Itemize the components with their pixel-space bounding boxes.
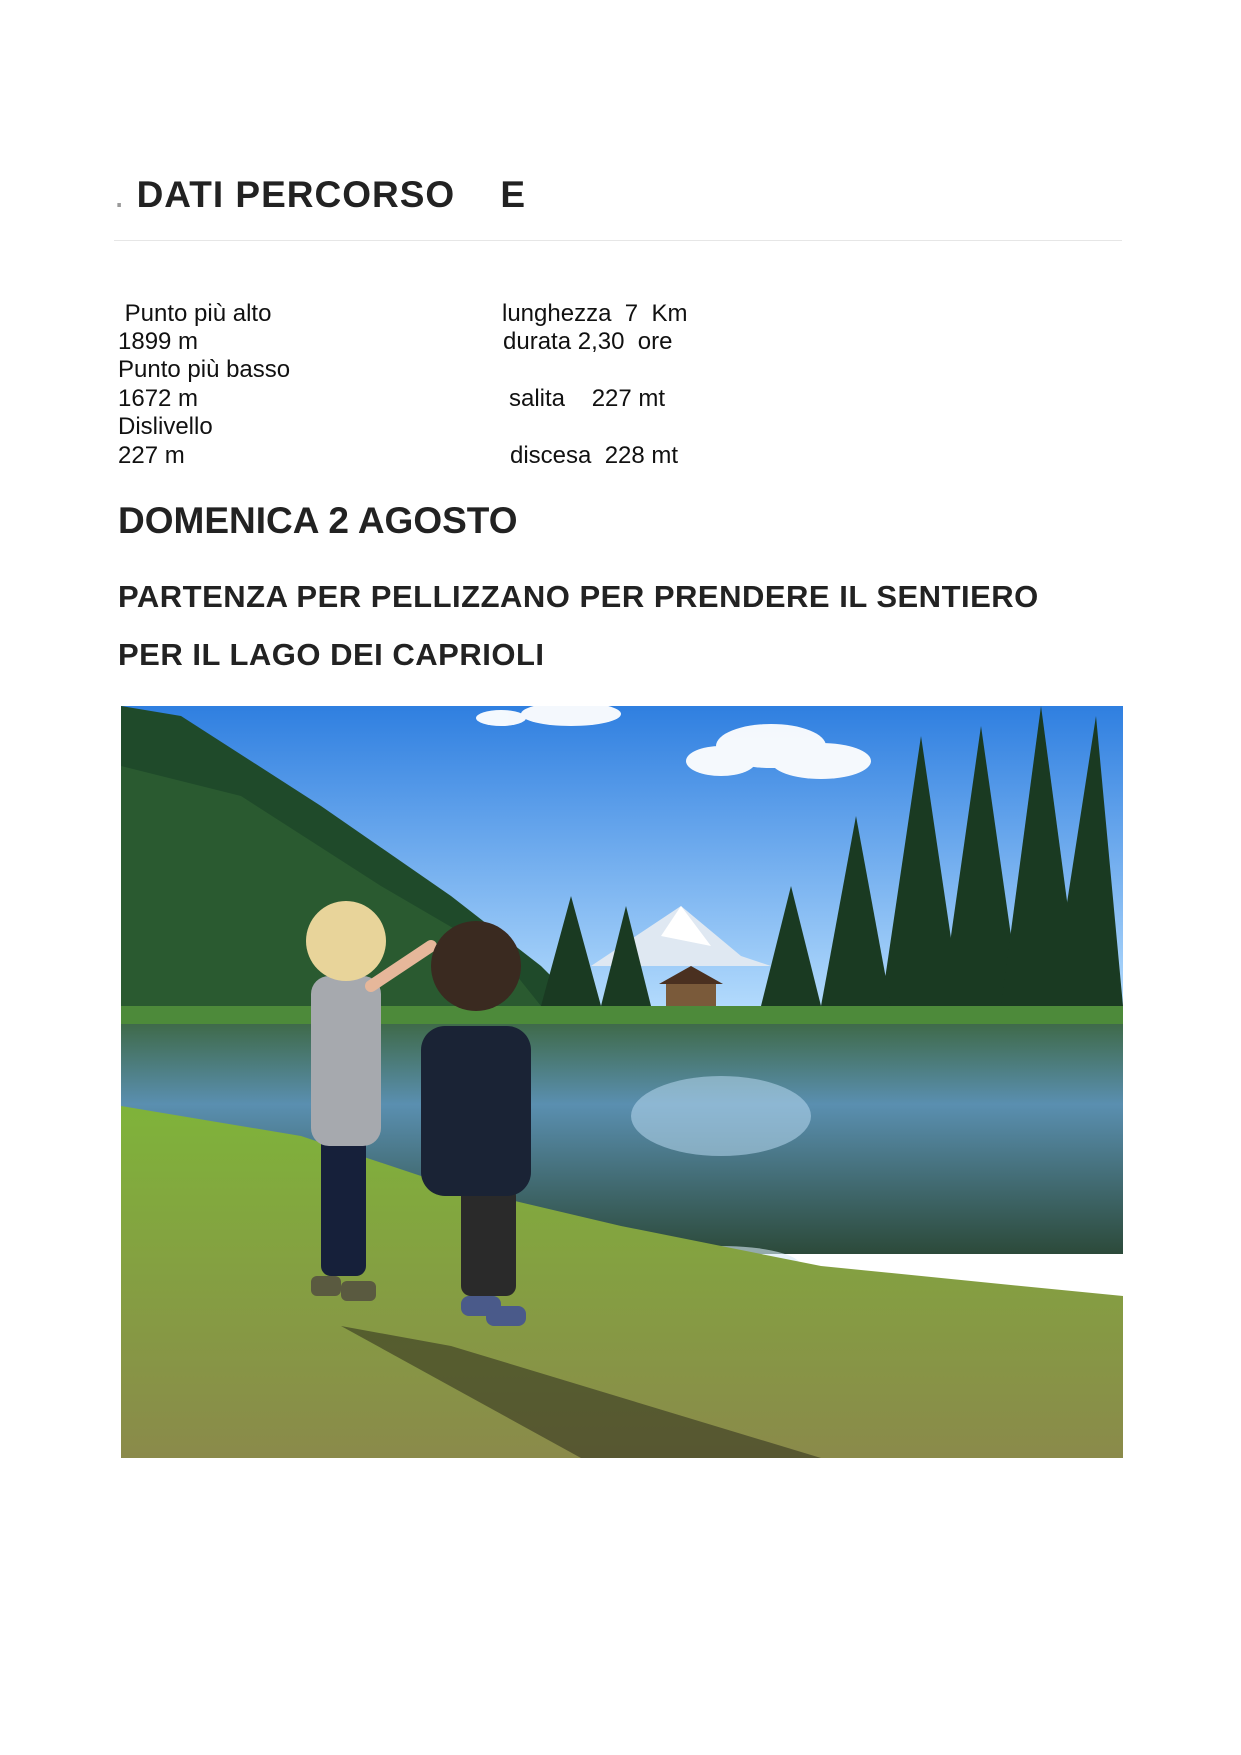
highest-point-value: 1899 m	[118, 328, 199, 355]
lake-photo	[121, 706, 1123, 1458]
section-title	[114, 174, 526, 216]
lowest-point-label: Punto più basso	[118, 356, 291, 383]
route-ascent: salita 227 mt	[509, 385, 666, 412]
trip-description-line-2: PER IL LAGO DEI CAPRIOLI	[118, 637, 545, 672]
section-prefix: .	[114, 174, 126, 215]
trip-description-line-1: PARTENZA PER PELLIZZANO PER PRENDERE IL SENTIERO	[118, 579, 1039, 614]
difficulty-grade: E	[500, 174, 526, 215]
highest-point-label: Punto più alto	[118, 300, 272, 327]
route-duration: durata 2,30 ore	[503, 328, 673, 355]
trip-description	[118, 568, 1128, 684]
route-length: lunghezza 7 Km	[502, 300, 688, 327]
section-header	[114, 168, 1122, 241]
section-title-text: DATI PERCORSO	[136, 174, 456, 215]
lake-photo-illustration	[121, 706, 1123, 1458]
elevation-gain-label: Dislivello	[118, 413, 213, 440]
lowest-point-value: 1672 m	[118, 385, 199, 412]
route-descent: discesa 228 mt	[510, 442, 679, 469]
day-heading: DOMENICA 2 AGOSTO	[118, 500, 518, 541]
elevation-gain-value: 227 m	[118, 442, 185, 469]
